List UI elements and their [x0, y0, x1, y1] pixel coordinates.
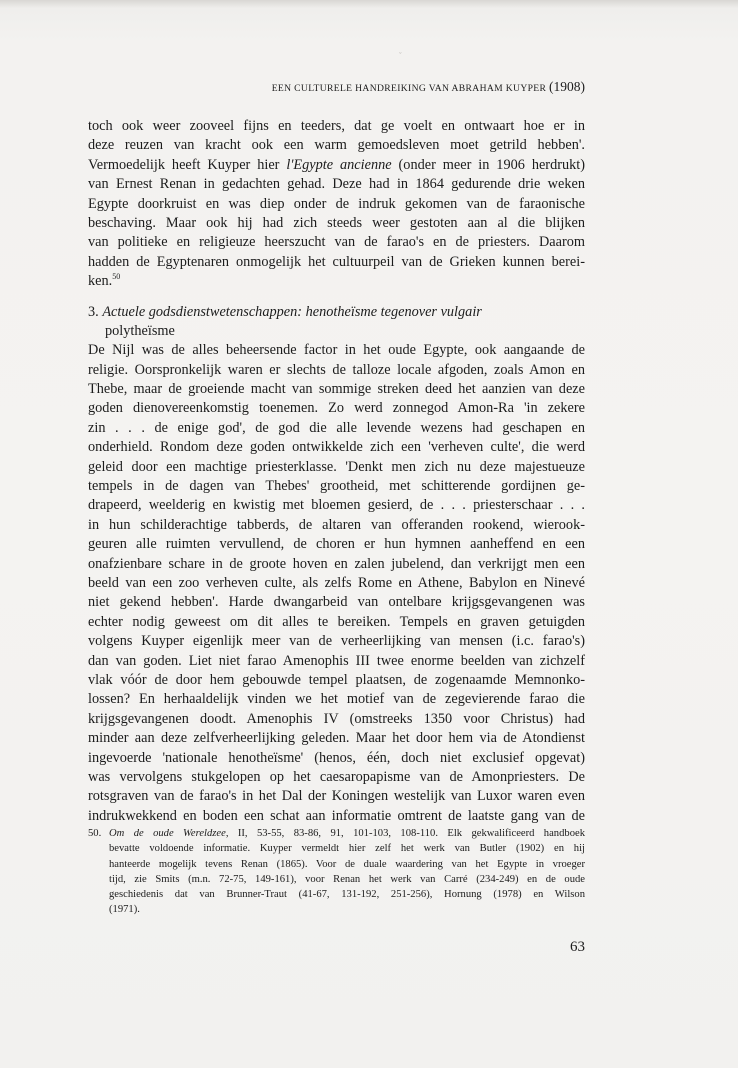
page-number: 63 [570, 939, 585, 955]
text-line: van politieke en religieuze heerszucht van de farao's en de priesters. Daarom [88, 234, 585, 251]
section-heading-line [88, 303, 585, 322]
running-head-year: (1908) [549, 79, 585, 94]
text-line: echter nodig geweest om dit alles te bereiken. Tempels en graven getuigden [88, 613, 585, 630]
text-line: Thebe, maar de groeiende macht van sommige streken deed het aanzien van deze [88, 381, 585, 398]
footnote-line: tijd, zie Smits (m.n. 72-75, 149-161), voor Renan het werk van Carré (234-249) en de oude [109, 873, 585, 885]
text-line: indrukwekkend en boden een schat aan informatie omtrent de laatste gang van de [88, 807, 585, 824]
text-line: religie. Oorspronkelijk waren er slechts de talloze locale afgoden, zoals Amon en [88, 361, 585, 378]
footnote-line: hanteerde mogelijk tevens Renan (1865). Voor de duale waardering van het Egypte in vroeger [109, 858, 585, 870]
text-line: onderhield. Rondom deze goden ontwikkelde zich een 'verheven culte', die werd [88, 439, 585, 456]
section-heading [88, 303, 585, 342]
text-line: toch ook weer zooveel fijns en teeders, dat ge voelt en ontwaart hoe er in [88, 118, 585, 134]
text-line: niet gekend hebben'. Harde dwangarbeid van ontelbare krijgsgevangenen was [88, 594, 585, 611]
text-line: krijgsgevangenen doodt. Amenophis IV (omstreeks 1350 voor Christus) had [88, 710, 585, 727]
footnote-reference[interactable]: 50 [112, 272, 121, 282]
footnote-line [109, 826, 585, 841]
text-line: zin . . . de enige god', de god die alle levende wezens had geschapen en [88, 419, 585, 436]
text-line: minder aan deze zelfverheerlijking geleden. Maar het door hem via de Atondienst [88, 730, 585, 747]
text-line: dan van goden. Liet niet farao Amenophis III twee enorme beelden van zichzelf [88, 652, 585, 669]
text-line: volgens Kuyper eigenlijk meer van de verheerlijking van mensen (i.c. farao's) [88, 633, 585, 650]
text-line [88, 156, 585, 175]
footnote-body [109, 826, 585, 918]
running-head [120, 79, 585, 95]
text-span: (onder meer in 1906 herdrukt) [398, 156, 586, 173]
text-line: was vervolgens stukgelopen op het caesaropapisme van de Amonpriesters. De [88, 768, 585, 785]
text-span: , II, 53-55, 83-86, 91, 101-103, 108-110. Elk gekwalificeerd handboek [225, 828, 585, 839]
text-line: rotsgraven van de farao's in het Dal der Koningen westelijk van Luxor waren even [88, 788, 585, 805]
text-span: ken. [88, 273, 113, 290]
section-title-2: polytheïsme [105, 322, 175, 339]
text-line: geleid door een machtige priesterklasse. 'Denkt men zich nu deze majestueuze [88, 458, 585, 475]
text-line: vlak vóór de door hem gebouwde tempel plaatsen, de zogenaamde Memnonko- [88, 671, 585, 688]
footnote-line: geschiedenis dat van Brunner-Traut (41-67, 131-192, 251-256), Hornung (1978) en Wilson [109, 889, 585, 901]
text-line: Egypte doorkruist en was diep onder de indruk gekomen van de faraonische [88, 195, 585, 212]
text-line: in hun schilderachtige tabberds, de altaren van offeranden rookend, wierook- [88, 516, 585, 533]
section-title-1: Actuele godsdienstwetenschappen: henotheïsme tegenover vulgair [102, 303, 482, 320]
text-line [88, 272, 585, 291]
text-line: beschaving. Maar ook hij had zich steeds weer gestoten aan al die blijken [88, 214, 585, 231]
text-line: ingevoerde 'nationale henotheïsme' (henos, één, doch niet exclusief opgevat) [88, 749, 585, 766]
footnote-source: Om de oude Wereldzee [109, 828, 226, 839]
running-head-title: EEN CULTURELE HANDREIKING VAN ABRAHAM KUYPER [271, 83, 547, 94]
page-top-shadow [0, 0, 738, 8]
text-line: deze reuzen van kracht ook een warm gemoedsleven moet getrild hebben'. [88, 137, 585, 154]
text-span: Vermoedelijk heeft Kuyper hier [88, 156, 287, 173]
scan-mark: ˇ [399, 51, 402, 60]
text-line: goden dienovereenkomstig toenemen. Zo werd zonnegod Amon-Ra 'in zekere [88, 400, 585, 417]
main-text [88, 117, 585, 826]
footnote-50 [88, 826, 585, 918]
text-line: geuren alle ruimten vervullend, de choren er hun hymnen aanheffend en een [88, 536, 585, 553]
footnote-line: bevatte voldoende informatie. Kuyper vermeldt hier zelf het werk van Butler (1902) en hij [109, 843, 585, 855]
paragraph-1 [88, 117, 585, 292]
text-line: De Nijl was de alles beheersende factor in het oude Egypte, ook aangaande de [88, 342, 585, 359]
text-line: drapeerd, weelderig en kwistig met bloemen gesierd, de . . . priesterschaar . . . [88, 497, 585, 514]
text-line: tempels in de dagen van Thebes' grootheid, met schitterende gordijnen ge- [88, 478, 585, 495]
paragraph-2 [88, 341, 585, 826]
footnote-line: (1971). [109, 904, 140, 916]
text-line: van Ernest Renan in gedachten gehad. Deze had in 1864 gedurende drie weken [88, 176, 585, 193]
text-line: hadden de Egyptenaren onmogelijk het cultuurpeil van de Grieken kunnen berei- [88, 253, 585, 270]
footnote-number: 50. [88, 828, 102, 839]
book-title: l'Egypte ancienne [286, 156, 392, 173]
text-line: onafzienbare schare in de groote hoven en zalen jubelend, dan verkrijgt men een [88, 555, 585, 572]
text-line: lossen? En herhaaldelijk vinden we het motief van de zegevierende farao die [88, 691, 585, 708]
section-number: 3. [88, 303, 99, 320]
text-line: beeld van een zoo verheven culte, als zelfs Rome en Athene, Babylon en Ninevé [88, 574, 585, 591]
